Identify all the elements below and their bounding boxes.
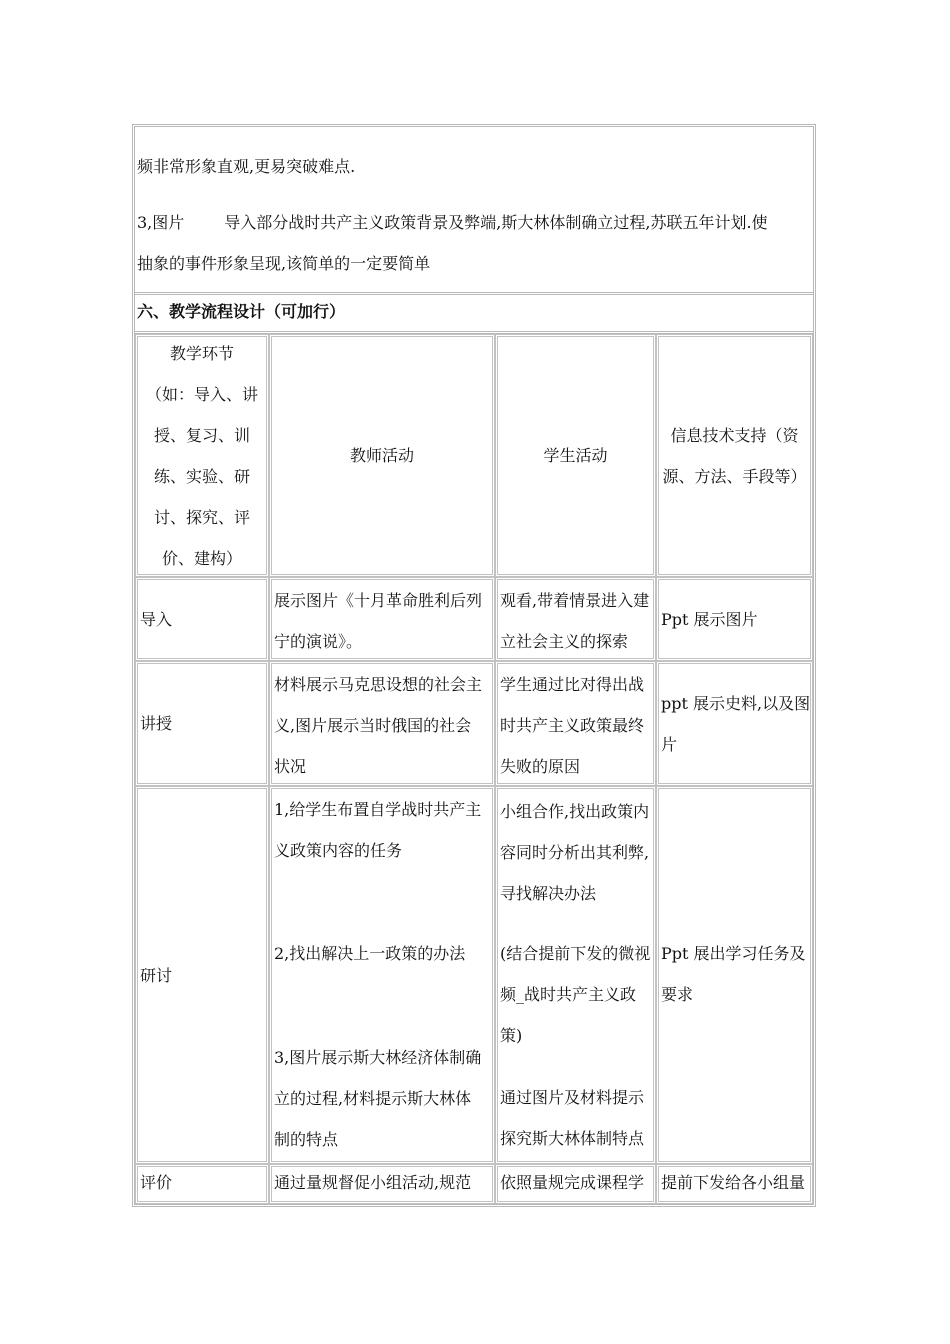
row-student-import xyxy=(495,577,656,661)
row-stage-discussion: 研讨 xyxy=(135,786,269,1164)
text-line: 3,图片展示斯大林经济体制确 xyxy=(274,1048,482,1067)
intro-line-1: 频非常形象直观,更易突破难点. xyxy=(137,157,356,176)
text-line: 时共产主义政策最终 xyxy=(500,716,645,735)
row-student-discussion xyxy=(495,786,656,1164)
header-stage-line: 练、实验、研 xyxy=(153,466,250,486)
text-line: 小组合作,找出政策内 xyxy=(500,802,650,821)
section-title: 六、教学流程设计（可加行） xyxy=(135,292,813,334)
row-stage-import: 导入 xyxy=(135,577,269,661)
document-page xyxy=(132,124,816,1207)
intro-item-3 xyxy=(137,211,768,235)
header-stage-line: 讨、探究、评 xyxy=(153,507,250,527)
row-student-evaluation: 依照量规完成课程学 xyxy=(495,1164,656,1204)
header-student: 学生活动 xyxy=(495,334,656,577)
header-stage xyxy=(135,334,269,577)
text-line: 通过图片及材料提示 xyxy=(500,1088,645,1107)
text-line: 策) xyxy=(500,1026,523,1045)
text-line: 材料展示马克思设想的社会主 xyxy=(274,675,483,694)
header-stage-line: 教学环节 xyxy=(169,343,234,363)
text-line: 频_战时共产主义政 xyxy=(500,985,637,1004)
row-student-lecture xyxy=(495,661,656,786)
text-line: 2,找出解决上一政策的办法 xyxy=(274,944,466,963)
text-line: 寻找解决办法 xyxy=(500,884,597,903)
text-line: 状况 xyxy=(274,757,307,776)
text-line: 义,图片展示当时俄国的社会 xyxy=(274,716,472,735)
header-stage-line: 授、复习、训 xyxy=(153,425,250,445)
text-line: 片 xyxy=(661,734,678,754)
text-line: ppt 展示史料,以及图 xyxy=(661,693,811,713)
text-line: 失败的原因 xyxy=(500,757,581,776)
text-line: 观看,带着情景进入建 xyxy=(500,591,650,610)
row-stage-evaluation: 评价 xyxy=(135,1164,269,1204)
text-line: 立社会主义的探索 xyxy=(500,632,629,651)
text-line: 要求 xyxy=(661,985,694,1004)
row-teacher-lecture xyxy=(269,661,495,786)
text-line: 立的过程,材料提示斯大林体 xyxy=(274,1089,472,1108)
row-tech-lecture xyxy=(656,661,813,786)
header-tech-line: 信息技术支持（资 xyxy=(670,425,799,445)
row-tech-evaluation: 提前下发给各小组量 xyxy=(656,1164,813,1204)
item-3-text: 导入部分战时共产主义政策背景及弊端,斯大林体制确立过程,苏联五年计划.使 xyxy=(224,213,768,232)
row-tech-discussion xyxy=(656,786,813,1164)
text-line: 义政策内容的任务 xyxy=(274,841,403,860)
row-teacher-evaluation: 通过量规督促小组活动,规范 xyxy=(269,1164,495,1204)
text-line: Ppt 展出学习任务及 xyxy=(661,944,806,963)
row-stage-lecture: 讲授 xyxy=(135,661,269,786)
intro-block xyxy=(135,127,813,292)
row-teacher-import xyxy=(269,577,495,661)
text-line: 制的特点 xyxy=(274,1130,339,1149)
row-tech-import: Ppt 展示图片 xyxy=(656,577,813,661)
text-line: 探究斯大林体制特点 xyxy=(500,1129,645,1148)
text-line: (结合提前下发的微视 xyxy=(500,944,651,963)
intro-item-3-cont: 抽象的事件形象呈现,该简单的一定要简单 xyxy=(137,254,431,273)
item-3-label: 3,图片 xyxy=(137,213,185,232)
row-teacher-discussion xyxy=(269,786,495,1164)
header-stage-line: 价、建构） xyxy=(161,548,242,568)
text-line: 展示图片《十月革命胜利后列 xyxy=(274,591,483,610)
text-line: 学生通过比对得出战 xyxy=(500,675,645,694)
header-tech-line: 源、方法、手段等） xyxy=(662,466,807,486)
header-teacher: 教师活动 xyxy=(269,334,495,577)
text-line: 1,给学生布置自学战时共产主 xyxy=(274,800,482,819)
text-line: 宁的演说》。 xyxy=(274,632,363,651)
header-stage-line: （如：导入、讲 xyxy=(145,384,258,404)
text-line: 容同时分析出其利弊, xyxy=(500,843,650,862)
header-tech xyxy=(656,334,813,577)
